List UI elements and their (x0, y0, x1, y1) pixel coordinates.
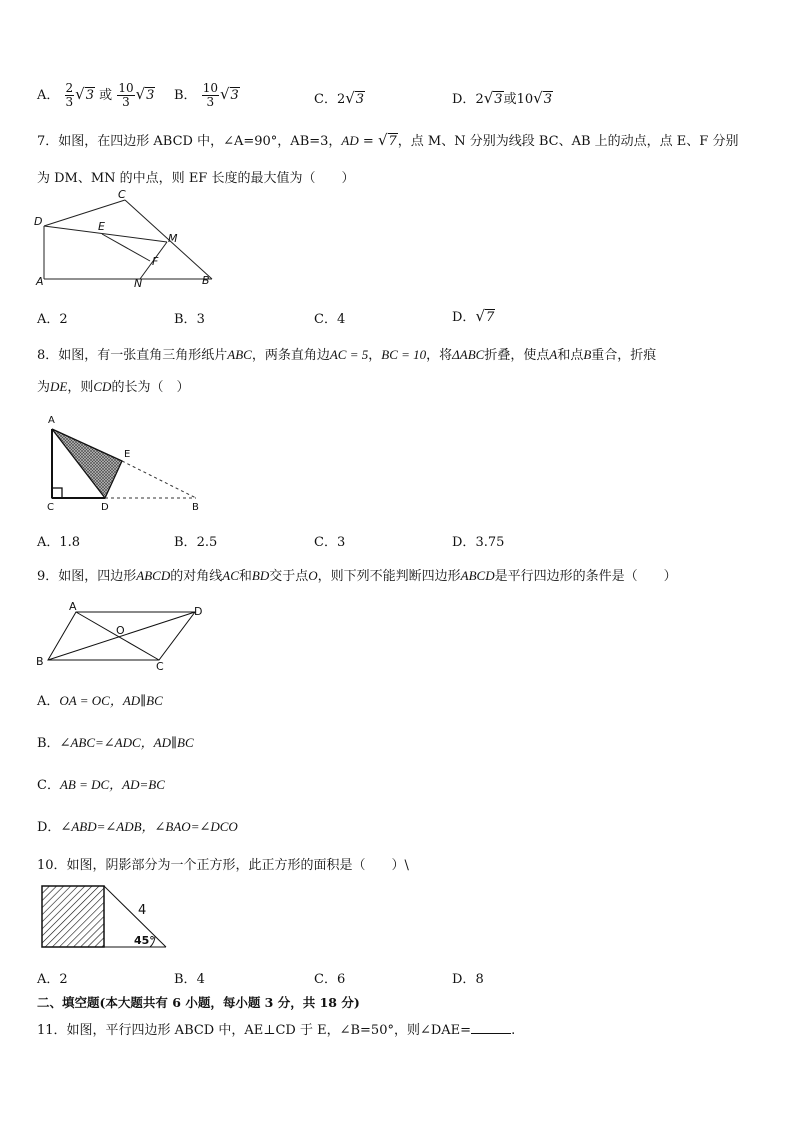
label-e: E (124, 449, 131, 460)
sqrt: √3 (345, 89, 365, 107)
label-n: N (134, 277, 143, 288)
q8-option-c: C．3 (314, 535, 346, 550)
q9-stem: 9．如图，四边形ABCD的对角线AC和BD交于点O，则下列不能判断四边形ABCD是平行四边形的条件是（ ） (37, 568, 677, 584)
right-angle-mark (52, 488, 62, 498)
side-label: 4 (138, 903, 147, 918)
label-b: B (202, 274, 210, 287)
label-d: D (101, 502, 109, 513)
q8-option-b: B．2.5 (174, 535, 218, 550)
q10-option-b: B．4 (174, 972, 205, 987)
q10-figure (38, 883, 173, 951)
q9-option-b: B．∠ABC=∠ADC，AD∥BC (37, 735, 194, 751)
segment-ef (102, 234, 150, 261)
sqrt: √3 (219, 85, 239, 103)
label-a: A (69, 600, 77, 613)
q6-option-b: B． $\frac{10}{3}$ √3 (174, 81, 239, 109)
q10-option-a: A．2 (37, 972, 68, 987)
sqrt: √3 (533, 89, 552, 107)
q8-stem-line2: 为DE，则CD的长为（ ） (37, 379, 190, 395)
sqrt: √3 (483, 89, 503, 107)
q7-option-d: D．√7 (452, 307, 495, 325)
label-b: B (36, 655, 44, 668)
q9-option-a: A．OA = OC，AD∥BC (37, 693, 163, 709)
q6-option-a (37, 82, 155, 109)
sqrt: √7 (475, 307, 495, 325)
q9-option-c: C．AB = DC，AD=BC (37, 777, 165, 793)
q8-option-d: D．3.75 (452, 535, 505, 550)
label-e: E (98, 220, 105, 233)
label-o: O (116, 624, 125, 637)
sqrt: √3 (75, 85, 95, 103)
answer-blank[interactable] (471, 1022, 511, 1034)
sqrt: √3 (135, 85, 155, 103)
segment-dm (44, 226, 167, 242)
q9-figure (32, 598, 217, 672)
q10-option-d: D．8 (452, 972, 484, 987)
dashed-eb (122, 461, 196, 498)
fraction: $\frac{2}{3}$ (65, 81, 74, 109)
fraction: $\frac{10}{3}$ (202, 81, 218, 109)
label-c: C (156, 660, 164, 672)
label-b: B (192, 502, 199, 513)
q10-option-c: C．6 (314, 972, 346, 987)
label-a: A (36, 275, 44, 288)
sqrt: √7 (377, 131, 397, 149)
q8-option-a: A．1.8 (37, 535, 81, 550)
q9-option-d: D．∠ABD=∠ADB，∠BAO=∠DCO (37, 819, 238, 835)
q7-option-a: A．2 (37, 312, 68, 327)
q8-figure (40, 412, 210, 516)
q7-figure (30, 188, 230, 288)
label-c: C (47, 502, 54, 513)
segment-dc (44, 200, 125, 226)
label-f: F (152, 255, 159, 268)
q7-stem-line2: 为 DM、MN 的中点，则 EF 长度的最大值为（ ） (37, 171, 355, 186)
fraction: $\frac{10}{3}$ (118, 81, 134, 109)
label-a: A (48, 415, 55, 426)
q7-option-b: B．3 (174, 312, 205, 327)
option-label: A． (37, 88, 60, 103)
q10-stem: 10．如图，阴影部分为一个正方形，此正方形的面积是（ ）\ (37, 858, 409, 873)
q8-stem-line1: 8．如图，有一张直角三角形纸片ABC，两条直角边AC = 5，BC = 10，将ΔABC折叠，使点A和点B重合，折痕 (37, 347, 657, 363)
section-heading: 二、填空题(本大题共有 6 小题，每小题 3 分，共 18 分) (37, 995, 360, 1010)
label-m: M (168, 232, 178, 245)
q6-option-c: C．2√3 (314, 89, 365, 107)
q7-stem-line1: 7．如图，在四边形 ABCD 中，∠A=90°，AB=3，AD = √7，点 M、N 分别为线段 BC、AB 上的动点，点 E、F 分别 (37, 131, 739, 149)
shaded-square (42, 886, 104, 947)
or-word: 或 (99, 88, 113, 103)
q6-option-d: D．2√3或10√3 (452, 89, 552, 107)
label-c: C (118, 188, 126, 201)
label-d: D (34, 215, 43, 228)
label-d: D (194, 605, 203, 618)
q11-stem: 11．如图，平行四边形 ABCD 中，AE⊥CD 于 E，∠B=50°，则∠DAE= . (37, 1023, 516, 1038)
angle-label: 45° (134, 934, 155, 947)
q7-option-c: C．4 (314, 312, 346, 327)
